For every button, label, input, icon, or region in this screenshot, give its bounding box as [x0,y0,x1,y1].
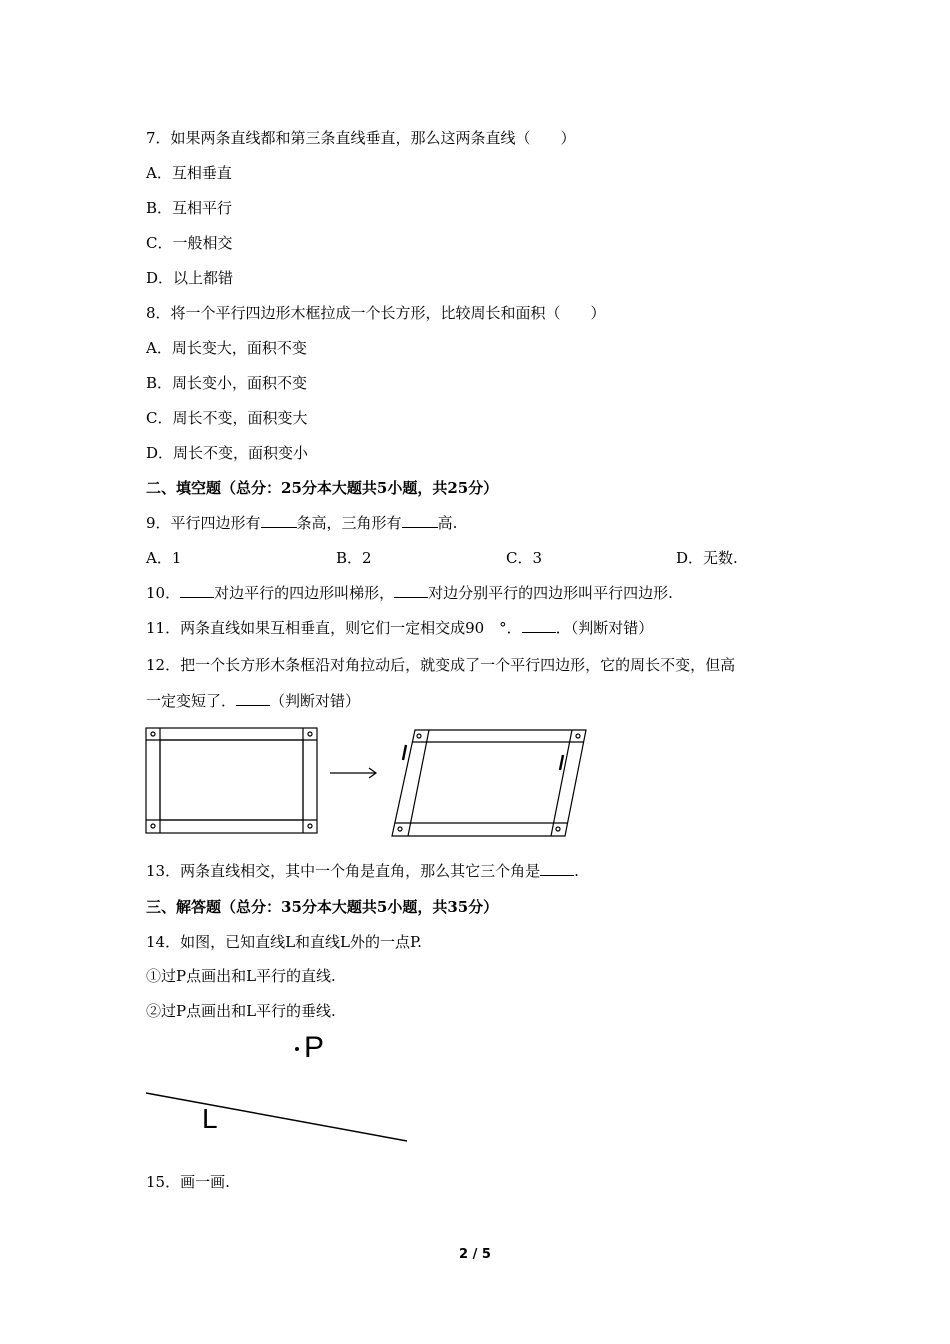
q11-text-1: 11．两条直线如果互相垂直，则它们一定相交成90 °． [146,619,522,637]
q8-option-c: C．周长不变，面积变大 [146,409,308,427]
q9-text-1: 9．平行四边形有 [146,514,261,532]
q8-stem: 8．将一个平行四边形木框拉成一个长方形，比较周长和面积（ ） [146,304,606,322]
q14-sub-2: ②过P点画出和L平行的垂线. [146,1002,336,1020]
q7-stem: 7．如果两条直线都和第三条直线垂直，那么这两条直线（ ） [146,129,576,147]
q9-text-2: 条高，三角形有 [296,514,402,532]
q9-text-3: 高. [437,514,458,532]
q12-text-1: 一定变短了． [146,692,237,710]
q9-option-c: C．3 [506,549,543,567]
page-number: 2 / 5 [459,1247,491,1262]
q10-text-3: 对边分别平行的四边形叫平行四边形. [428,584,673,602]
q9-option-d: D．无数. [676,549,738,567]
q9-option-a: A．1 [146,549,182,567]
q14-stem: 14．如图，已知直线L和直线L外的一点P. [146,933,422,951]
q7-option-c: C．一般相交 [146,234,233,252]
q13-text-1: 13．两条直线相交，其中一个角是直角，那么其它三个角是 [146,862,541,880]
q10-text-1: 10． [146,584,181,602]
q15-stem: 15．画一画. [146,1173,230,1191]
section-2-heading: 二、填空题（总分：25分本大题共5小题，共25分） [146,479,499,497]
q8-option-b: B．周长变小，面积不变 [146,374,308,392]
q8-option-d: D．周长不变，面积变小 [146,444,309,462]
point-p-dot [295,1047,299,1051]
q11-text-2: ．（判断对错） [555,619,654,637]
q12-text-2: （判断对错） [270,692,361,710]
q14-sub-1: ①过P点画出和L平行的直线. [146,967,336,985]
line-l-label: L [202,1103,218,1134]
q7-option-a: A．互相垂直 [146,164,232,182]
point-p-label: P [304,1031,325,1064]
q9-option-b: B．2 [336,549,372,567]
q8-option-a: A．周长变大，面积不变 [146,339,307,357]
q7-option-b: B．互相平行 [146,199,233,217]
q12-line-1: 12．把一个长方形木条框沿对角拉动后，就变成了一个平行四边形，它的周长不变，但高 [146,656,736,674]
q13-text-2: . [574,862,579,880]
section-3-heading: 三、解答题（总分：35分本大题共5小题，共35分） [146,898,499,916]
q10-text-2: 对边平行的四边形叫梯形， [214,584,395,602]
line-l [146,1093,407,1141]
q7-option-d: D．以上都错 [146,269,234,287]
